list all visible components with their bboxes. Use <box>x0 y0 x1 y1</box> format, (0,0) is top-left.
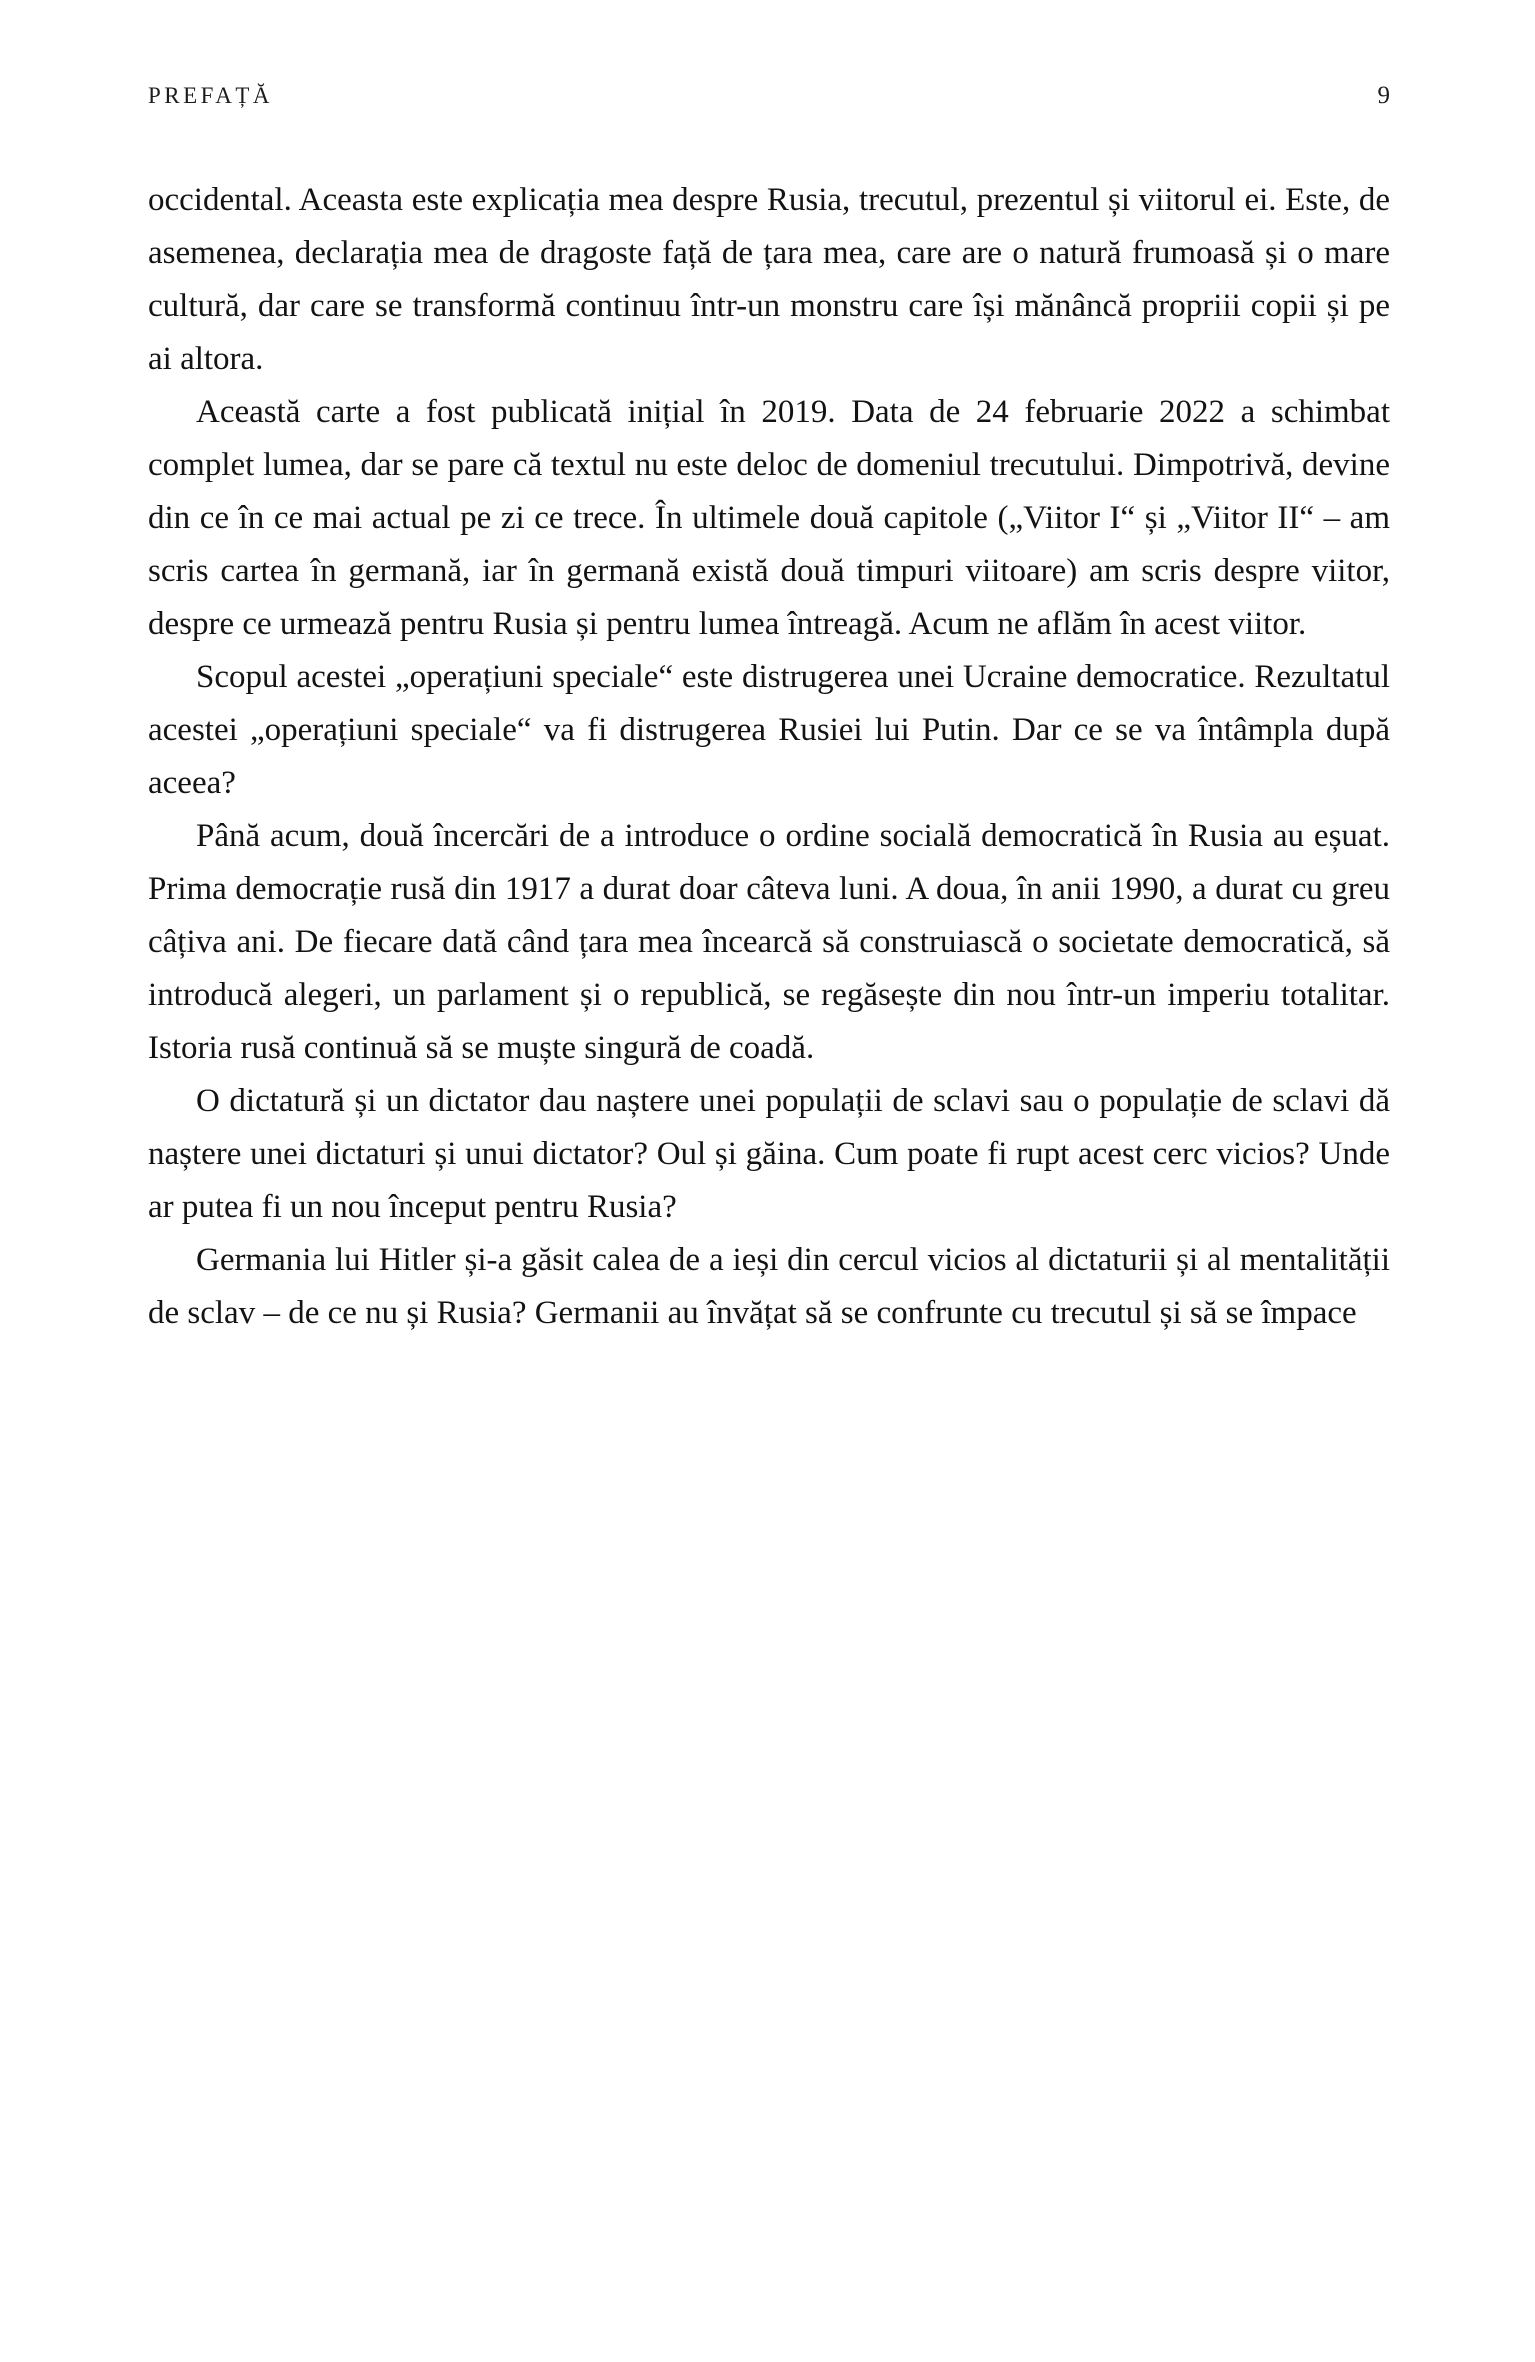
page-number: 9 <box>1377 82 1390 109</box>
paragraph: Scopul acestei „operațiuni speciale“ este distrugerea unei Ucraine democratice. Rezultatul acestei „operațiuni speciale“ va fi distrugerea Rusiei lui Putin. Dar ce se va întâmpla după aceea? <box>148 659 1390 801</box>
paragraph: Această carte a fost publicată inițial în 2019. Data de 24 februarie 2022 a schimbat complet lumea, dar se pare că textul nu este deloc de domeniul trecutului. Dimpotrivă, devine din ce în ce mai actual pe zi ce trece. În ultimele două capitole („Viitor I“ și „Viitor II“ – am scris cartea în germană, iar în germană există două timpuri viitoare) am scris despre viitor, despre ce urmează pentru Rusia și pentru lumea întreagă. Acum ne aflăm în acest viitor. <box>148 394 1390 642</box>
paragraph: O dictatură și un dictator dau naștere unei populații de sclavi sau o populație de sclavi dă naștere unei dictaturi și unui dictator? Oul și găina. Cum poate fi rupt acest cerc vicios? Unde ar putea fi un nou început pentru Rusia? <box>148 1083 1390 1225</box>
running-header <box>148 82 1390 110</box>
body-text <box>148 174 1390 1340</box>
paragraph: Germania lui Hitler și-a găsit calea de a ieși din cercul vicios al dictaturii și al mentalității de sclav – de ce nu și Rusia? Germanii au învățat să se confrunte cu trecutul și să se împace <box>148 1242 1390 1331</box>
paragraph: occidental. Aceasta este explicația mea despre Rusia, trecutul, prezentul și viitorul ei. Este, de asemenea, declarația mea de dragoste față de țara mea, care are o natură frumoasă și o mare cultură, dar care se transformă continuu într-un monstru care își mănâncă propriii copii și pe ai altora. <box>148 182 1390 377</box>
chapter-title: PREFAȚĂ <box>148 83 274 108</box>
paragraph: Până acum, două încercări de a introduce o ordine socială democratică în Rusia au eșuat. Prima democrație rusă din 1917 a durat doar câteva luni. A doua, în anii 1990, a durat cu greu câțiva ani. De fiecare dată când țara mea încearcă să construiască o societate democratică, să introducă alegeri, un parlament și o republică, se regăsește din nou într-un imperiu totalitar. Istoria rusă continuă să se muște singură de coadă. <box>148 818 1390 1066</box>
